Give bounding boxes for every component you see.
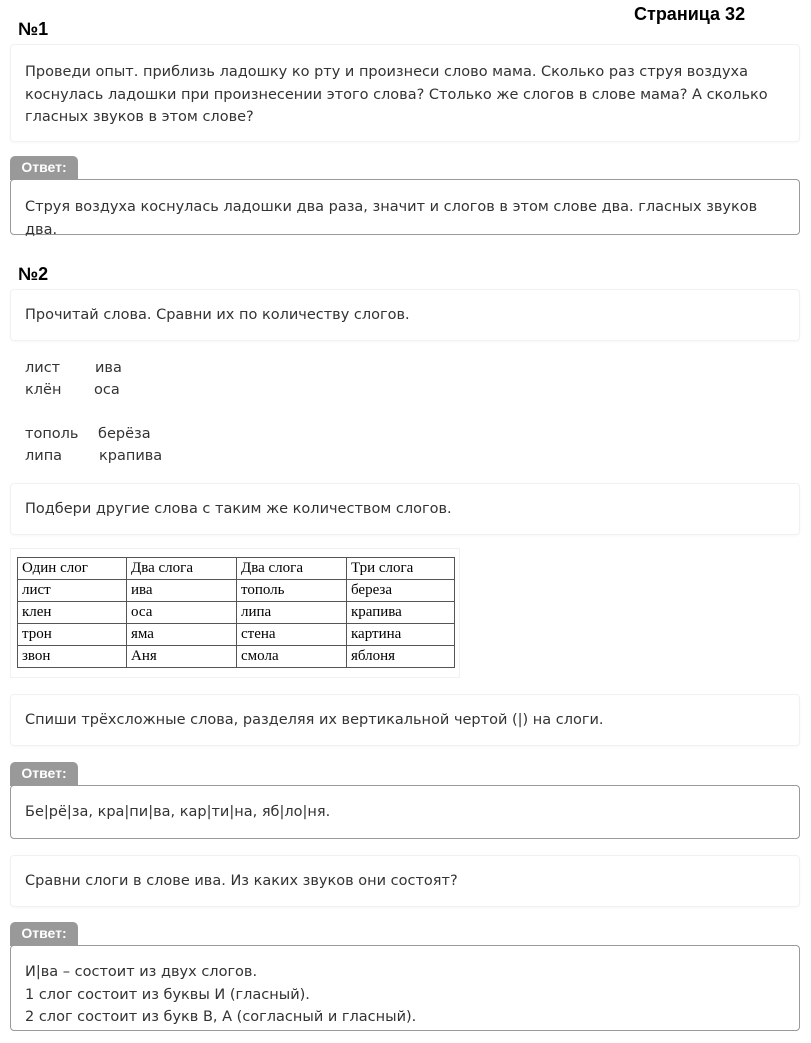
- table-row: [18, 624, 455, 646]
- task-1-answer-text: Струя воздуха коснулась ладошки два раза, значит и слогов в этом слове два. гласных звуков два.: [25, 199, 758, 238]
- table-cell: ива: [127, 580, 237, 602]
- syllable-table-panel: [10, 548, 460, 678]
- table-row: [18, 646, 455, 668]
- table-cell: тополь: [237, 580, 347, 602]
- task-2-heading: №2: [18, 264, 49, 284]
- table-cell: липа: [237, 602, 347, 624]
- answer-tab-label: Ответ:: [10, 156, 78, 180]
- task-2-instruction4-text: Сравни слоги в слове ива. Из каких звуков они состоят?: [25, 873, 458, 889]
- task-2-answer3-text: Бе|рё|за, кра|пи|ва, кар|ти|на, яб|ло|ня.: [25, 804, 331, 820]
- task-2-answer3-box: [10, 785, 800, 839]
- word-pair-row: [99, 445, 162, 467]
- table-cell: яблоня: [347, 646, 455, 668]
- task-1-question-box: [10, 44, 800, 142]
- word-pair-row: [98, 423, 151, 445]
- table-cell: стена: [237, 624, 347, 646]
- answer-tab-label: Ответ:: [10, 922, 78, 946]
- table-cell: береза: [347, 580, 455, 602]
- table-cell: клен: [18, 602, 127, 624]
- word-pair-row: [25, 379, 61, 401]
- task-2-answer4-line: 1 слог состоит из буквы И (гласный).: [25, 986, 310, 1003]
- table-row: [18, 580, 455, 602]
- word-left: клён: [25, 382, 62, 398]
- table-header-cell: Два слога: [237, 558, 347, 580]
- table-cell: оса: [127, 602, 237, 624]
- page-number-label: Страница 32: [634, 4, 746, 24]
- word-right: крапива: [99, 448, 163, 464]
- task-2-answer4-box: [10, 945, 800, 1031]
- task-1-answer-box: [10, 179, 800, 238]
- table-header-cell: Три слога: [347, 558, 455, 580]
- table-cell: картина: [347, 624, 455, 646]
- table-cell: яма: [127, 624, 237, 646]
- table-cell: лист: [18, 580, 127, 602]
- task-2-instruction2-box: [10, 483, 800, 535]
- table-cell: звон: [18, 646, 127, 668]
- task-2-instruction2-text: Подбери другие слова с таким же количеством слогов.: [25, 501, 452, 517]
- table-cell: Аня: [127, 646, 237, 668]
- word-right: берёза: [98, 426, 151, 442]
- task-1-heading: №1: [18, 19, 49, 39]
- word-right: оса: [94, 382, 120, 398]
- task-1-question-line: гласных звуков в этом слове?: [25, 109, 254, 125]
- table-header-cell: Два слога: [127, 558, 237, 580]
- task-2-instruction3-text: Спиши трёхсложные слова, разделяя их вертикальной чертой (|) на слоги.: [25, 712, 604, 728]
- task-1-question-line: коснулась ладошки при произнесении этого слова? Столько же слогов в слове мама? А сколько: [25, 86, 768, 103]
- table-cell: смола: [237, 646, 347, 668]
- task-2-answer4-line: 2 слог состоит из букв В, А (согласный и гласный).: [25, 1009, 417, 1025]
- word-pair-row: [25, 445, 62, 467]
- table-cell: трон: [18, 624, 127, 646]
- word-right: ива: [95, 360, 122, 376]
- task-2-instruction3-box: [10, 694, 800, 746]
- word-pair-row: [25, 423, 78, 445]
- table-header-cell: Один слог: [18, 558, 127, 580]
- table-cell: крапива: [347, 602, 455, 624]
- task-1-question-line: Проведи опыт. приблизь ладошку ко рту и произнеси слово мама. Сколько раз струя воздуха: [25, 64, 749, 80]
- task-2-instruction4-box: [10, 855, 800, 907]
- answer-tab-label: Ответ:: [10, 762, 78, 786]
- task-2-instruction-text: Прочитай слова. Сравни их по количеству слогов.: [25, 307, 410, 323]
- word-left: лист: [25, 360, 61, 376]
- word-pair-row: [25, 357, 60, 379]
- word-pair-row: [95, 357, 122, 379]
- word-pair-row: [94, 379, 120, 401]
- task-2-instruction-box: [10, 289, 800, 341]
- task-2-answer4-line: И|ва – состоит из двух слогов.: [25, 964, 258, 980]
- syllable-table: [17, 557, 455, 668]
- table-header-row: [18, 558, 455, 580]
- table-row: [18, 602, 455, 624]
- word-left: липа: [25, 448, 63, 464]
- word-left: тополь: [25, 426, 79, 442]
